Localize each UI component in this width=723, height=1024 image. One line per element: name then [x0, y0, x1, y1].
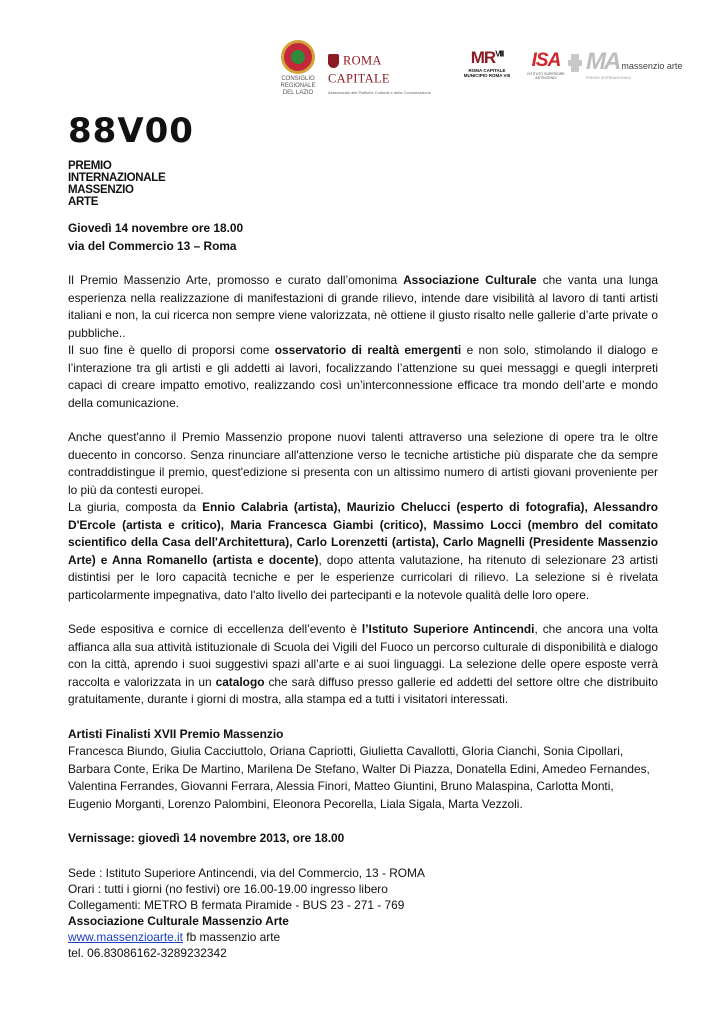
isa-mark: ISA	[531, 50, 561, 71]
title-line: PREMIO	[68, 160, 112, 172]
title-line: INTERNAZIONALE	[68, 172, 166, 184]
paragraph-jury: La giuria, composta da Ennio Calabria (artista), Maurizio Chelucci (esperto di fotografia), Alessandro D'Ercole (artista e critico), Maria Francesca Giambi (critico), Massimo Locci (membro del comitato scientifico della Casa dell'Architettura), Carlo Lorenzetti (artista), Carlo Magnelli (Presidente Massenzio Arte) e Anna Romanello (artista e docente), dopo attenta valutazione, ha ritenuto di selezionare 23 artisti distintisi per le loro capacità tecniche e per le esperienze curricolari di rilievo. La selezione si è rivelata particolarmente impegnativa, dato l'alto livello dei partecipanti e la notevole qualità delle loro opere.	[68, 500, 659, 602]
press-release-body	[68, 220, 658, 961]
title-line: MASSENZIO	[68, 184, 134, 196]
roma-capitale-sub: Assessorato alle Politiche Culturali e della Comunicazione	[328, 90, 431, 95]
contact-line	[68, 929, 658, 945]
info-orari: Orari : tutti i giorni (no festivi) ore 16.00-19.00 ingresso libero	[68, 881, 388, 896]
roma-capitale-logo	[328, 52, 446, 95]
paragraph-venue: Sede espositiva e cornice di eccellenza dell’evento è l’Istituto Superiore Antincendi, che ancora una volta affianca alla sua attività istituzionale di Scuola dei Vigili del Fuoco un percorso culturale di disponibilità e dialogo con la città, aprendo i suoi suggestivi spazi all’arte e ai suoi linguaggi. La selezione delle opere esposte verrà raccolta e valorizzata in un catalogo che sarà diffuso presso gallerie ed addetti del settore oltre che distribuito gratuitamente, durante i giorni di mostra, alla stampa ed a tutti i visitatori interessati.	[68, 622, 658, 706]
consiglio-regionale-lazio-logo	[278, 40, 318, 97]
info-sede: Sede : Istituto Superiore Antincendi, via del Commercio, 13 - ROMA	[68, 865, 425, 880]
isa-sub: ISTITUTO SUPERIORE ANTINCENDI	[527, 72, 565, 80]
paragraph-intro: Il Premio Massenzio Arte, promosso e curato dall’omonima Associazione Culturale che vanta una lunga esperienza nella realizzazione di manifestazioni di grande rilievo, intende dare visibilità al lavoro di tanti artisti italiani e non, la cui ricerca non sempre viene valorizzata, nè ottiene il giusto risalto nelle gallerie d’arte private o pubbliche..	[68, 273, 658, 340]
consiglio-regionale-label: CONSIGLIO REGIONALE DEL LAZIO	[280, 76, 316, 96]
facebook-label: fb massenzio arte	[182, 929, 281, 944]
municipio-mark: $MR^{VIII}$	[470, 48, 504, 67]
roma-shield-icon	[328, 54, 339, 68]
roma-capitale-label: ROMA CAPITALE	[328, 53, 390, 86]
filmstrip-icon	[568, 54, 582, 72]
edition-mark: 88V00	[68, 111, 194, 151]
paragraph-selection: Anche quest'anno il Premio Massenzio propone nuovi talenti attraverso una selezione di opere tra le oltre duecento in concorso. Senza rinunciare all'attenzione verso le tecniche artistiche più disparate che da sempre contraddistingue il premio, quest'edizione si presenta con un altissimo numero di artisti giovani proveniente per lo più da contesti europei.	[68, 430, 658, 497]
municipio-logo	[456, 48, 518, 78]
isa-logo	[524, 50, 568, 80]
massenzio-arte-logo	[586, 48, 686, 80]
sponsor-logos	[270, 40, 700, 100]
lazio-seal-icon	[281, 40, 315, 74]
ma-mark: MA	[586, 48, 620, 75]
title-line: ARTE	[68, 196, 99, 208]
finalists-list: Francesca Biundo, Giulia Cacciuttolo, Oriana Capriotti, Giulietta Cavallotti, Gloria Cianchi, Sonia Cipollari, Barbara Conte, Erika De Martino, Marilena De Stefano, Walter Di Piazza, Donatella Edini, Amedeo Fernandes, Valentina Ferrandes, Giovanni Ferrara, Alessia Finori, Matteo Giuntini, Bruno Malaspina, Carlotta Monti, Eugenio Morganti, Lorenzo Palombini, Eleonora Pecorella, Liala Sigala, Marta Vezzoli.	[68, 744, 650, 811]
premio-title	[68, 160, 194, 208]
info-collegamenti: Collegamenti: METRO B fermata Piramide - BUS 23 - 271 - 769	[68, 897, 405, 912]
ma-sub: PREMIO INTERNAZIONALE	[586, 76, 632, 80]
municipio-sub1: ROMA CAPITALE	[468, 68, 506, 73]
vernissage: Vernissage: giovedì 14 novembre 2013, ore 18.00	[68, 831, 345, 845]
association-name: Associazione Culturale Massenzio Arte	[68, 913, 289, 928]
event-date: Giovedì 14 novembre ore 18.00	[68, 221, 244, 235]
finalists-heading: Artisti Finalisti XVII Premio Massenzio	[68, 726, 284, 741]
municipio-sub2: MUNICIPIO ROMA VIII	[463, 73, 511, 78]
paragraph-aim: Il suo fine è quello di proporsi come osservatorio di realtà emergenti e non solo, stimolando il dialogo e l’interazione tra gli artisti e gli addetti ai lavori, focalizzando l’attenzione su quei messaggi e quegli interpreti capaci di creare impatto emotivo, realizzando così un’interconnessione efficace tra mondo dell’arte e mondo della comunicazione.	[68, 343, 658, 410]
website-link[interactable]: www.massenzioarte.it	[68, 929, 183, 944]
phone: tel. 06.83086162-3289232342	[68, 945, 227, 960]
event-address: via del Commercio 13 – Roma	[68, 238, 237, 253]
premio-brand	[68, 108, 194, 208]
ma-name: massenzio arte	[621, 61, 683, 71]
